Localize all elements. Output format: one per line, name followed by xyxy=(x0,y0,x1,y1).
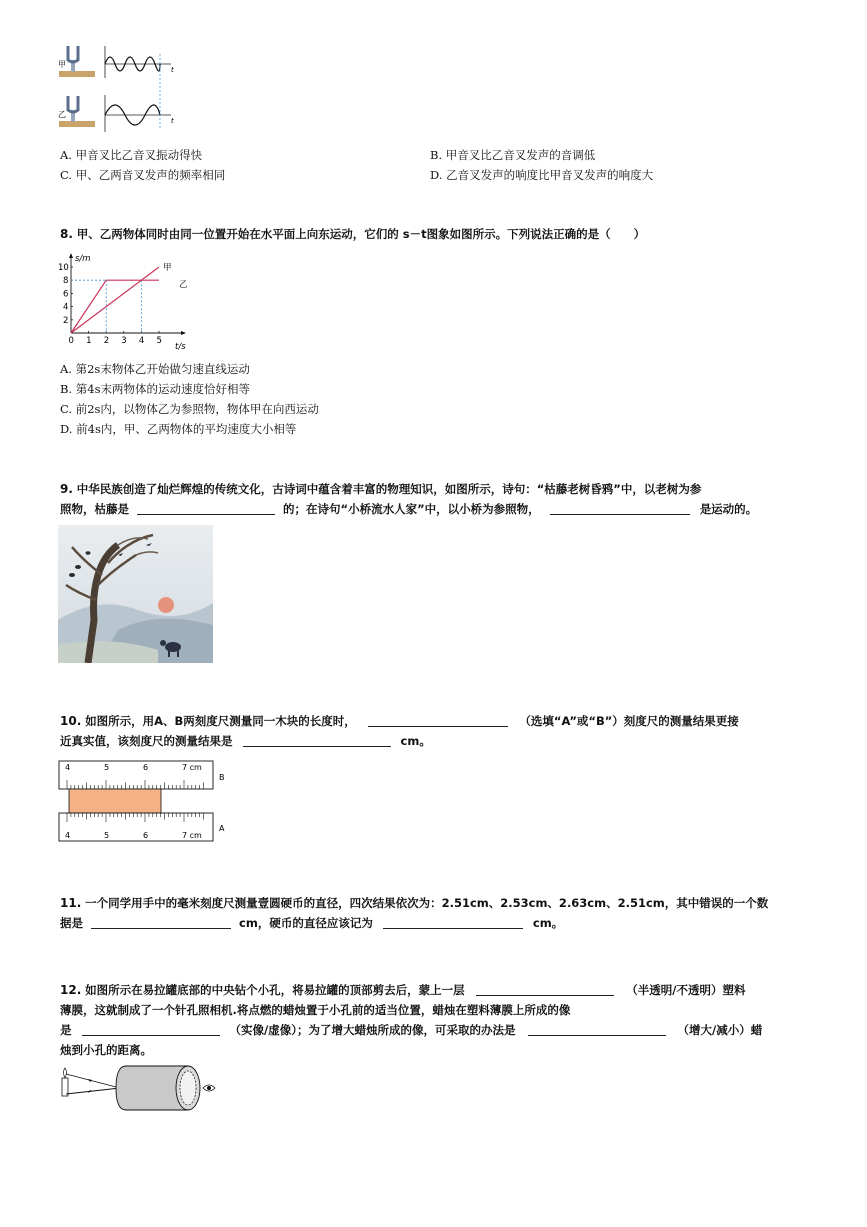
q11-blank-1[interactable] xyxy=(91,916,231,929)
q10-blank-2[interactable] xyxy=(243,734,391,747)
svg-text:4: 4 xyxy=(65,831,71,840)
q8-st-chart xyxy=(55,250,195,352)
y-tick-label: 4 xyxy=(63,302,69,313)
ruler-b-label: B xyxy=(219,773,225,782)
x-tick-label: 5 xyxy=(156,336,162,346)
q8-number: 8. xyxy=(60,227,73,241)
series-b-line xyxy=(71,280,159,333)
q8-stem: 甲、乙两物体同时由同一位置开始在水平面上向东运动，它们的 s－t图象如图所示。下列说法正确的是（ ） xyxy=(76,227,646,241)
tuning-fork-figure xyxy=(55,40,185,140)
x-tick-label: 4 xyxy=(138,336,145,346)
ruler-figure xyxy=(55,757,235,845)
poem-painting xyxy=(58,525,213,663)
q10-line-1: 10. 如图所示，用A、B两刻度尺测量同一木块的长度时， （选填“A”或“B”）刻度尺的测量结果更接 xyxy=(60,714,739,728)
q8-option-c[interactable]: C. 前2s内，以物体乙为参照物，物体甲在向西运动 xyxy=(60,402,319,416)
svg-text:5: 5 xyxy=(104,831,110,840)
q11-line-1: 11. 一个同学用手中的毫米刻度尺测量壹圆硬币的直径，四次结果依次为：2.51cm、2.53cm、2.63cm、2.51cm，其中错误的一个数 xyxy=(60,896,769,910)
q8-option-b[interactable]: B. 第4s末两物体的运动速度恰好相等 xyxy=(60,382,250,396)
q12-line-4: 烛到小孔的距离。 xyxy=(60,1043,152,1057)
q7-option-a[interactable]: A. 甲音叉比乙音叉振动得快 xyxy=(60,148,203,162)
svg-text:5: 5 xyxy=(104,763,110,772)
q12-blank-2[interactable] xyxy=(82,1023,220,1036)
q12-line-3: 是 （实像/虚像）；为了增大蜡烛所成的像，可采取的办法是 （增大/减小）蜡 xyxy=(60,1023,763,1037)
svg-text:6: 6 xyxy=(143,831,149,840)
q7-option-c[interactable]: C. 甲、乙两音叉发声的频率相同 xyxy=(60,168,226,182)
q8-option-a[interactable]: A. 第2s末物体乙开始做匀速直线运动 xyxy=(60,362,250,376)
q9-blank-2[interactable] xyxy=(550,502,690,515)
q12-blank-3[interactable] xyxy=(528,1023,666,1036)
chart-ylabel: s/m xyxy=(75,254,91,264)
q11-blank-2[interactable] xyxy=(383,916,523,929)
q10-blank-1[interactable] xyxy=(368,714,508,727)
chart-xlabel: t/s xyxy=(175,342,186,352)
y-tick-label: 8 xyxy=(63,276,69,287)
svg-text:t: t xyxy=(171,66,174,74)
q9-blank-1[interactable] xyxy=(137,502,275,515)
series-a-label: 甲 xyxy=(163,263,172,273)
svg-text:6: 6 xyxy=(143,763,149,772)
svg-text:7 cm: 7 cm xyxy=(182,831,202,840)
pinhole-camera-figure xyxy=(58,1060,218,1116)
series-b-label: 乙 xyxy=(179,280,188,290)
candle-icon xyxy=(62,1068,68,1096)
q9-line-1: 9. 中华民族创造了灿烂辉煌的传统文化，古诗词中蕴含着丰富的物理知识，如图所示，诗句：“枯藤老树昏鸦”中，以老树为参 xyxy=(60,482,702,496)
eye-icon xyxy=(203,1085,215,1091)
x-tick-label: 3 xyxy=(121,336,127,346)
x-tick-label: 0 xyxy=(68,336,74,346)
q9-line-2: 照物，枯藤是 的；在诗句“小桥流水人家”中，以小桥为参照物， 是运动的。 xyxy=(60,502,758,516)
q8-stem-line xyxy=(60,226,645,242)
q10-line-2: 近真实值，该刻度尺的测量结果是 cm。 xyxy=(60,734,431,748)
fork-a-label: 甲 xyxy=(58,60,66,69)
ruler-a-label: A xyxy=(219,824,225,833)
x-tick-label: 1 xyxy=(86,336,92,346)
q7-option-b[interactable]: B. 甲音叉比乙音叉发声的音调低 xyxy=(430,148,596,162)
y-tick-label: 2 xyxy=(63,315,69,326)
q7-option-d[interactable]: D. 乙音叉发声的响度比甲音叉发声的响度大 xyxy=(430,168,654,182)
x-tick-label: 2 xyxy=(103,336,110,346)
fork-b-label: 乙 xyxy=(58,110,66,119)
q11-line-2: 据是 cm，硬币的直径应该记为 cm。 xyxy=(60,916,564,930)
q12-blank-1[interactable] xyxy=(476,983,614,996)
q12-line-2: 薄膜，这就制成了一个针孔照相机.将点燃的蜡烛置于小孔前的适当位置，蜡烛在塑料薄膜上所成的像 xyxy=(60,1003,571,1017)
y-tick-label: 10 xyxy=(58,263,69,273)
can-icon xyxy=(116,1066,200,1110)
svg-text:7 cm: 7 cm xyxy=(182,763,202,772)
svg-text:t: t xyxy=(171,117,174,125)
q12-line-1: 12. 如图所示在易拉罐底部的中央钻个小孔，将易拉罐的顶部剪去后，蒙上一层 （半透明/不透明）塑料 xyxy=(60,983,746,997)
q8-option-d[interactable]: D. 前4s内，甲、乙两物体的平均速度大小相等 xyxy=(60,422,297,436)
y-tick-label: 6 xyxy=(63,289,69,300)
series-a-line xyxy=(71,267,159,333)
svg-text:4: 4 xyxy=(65,763,71,772)
wood-block xyxy=(69,789,161,813)
